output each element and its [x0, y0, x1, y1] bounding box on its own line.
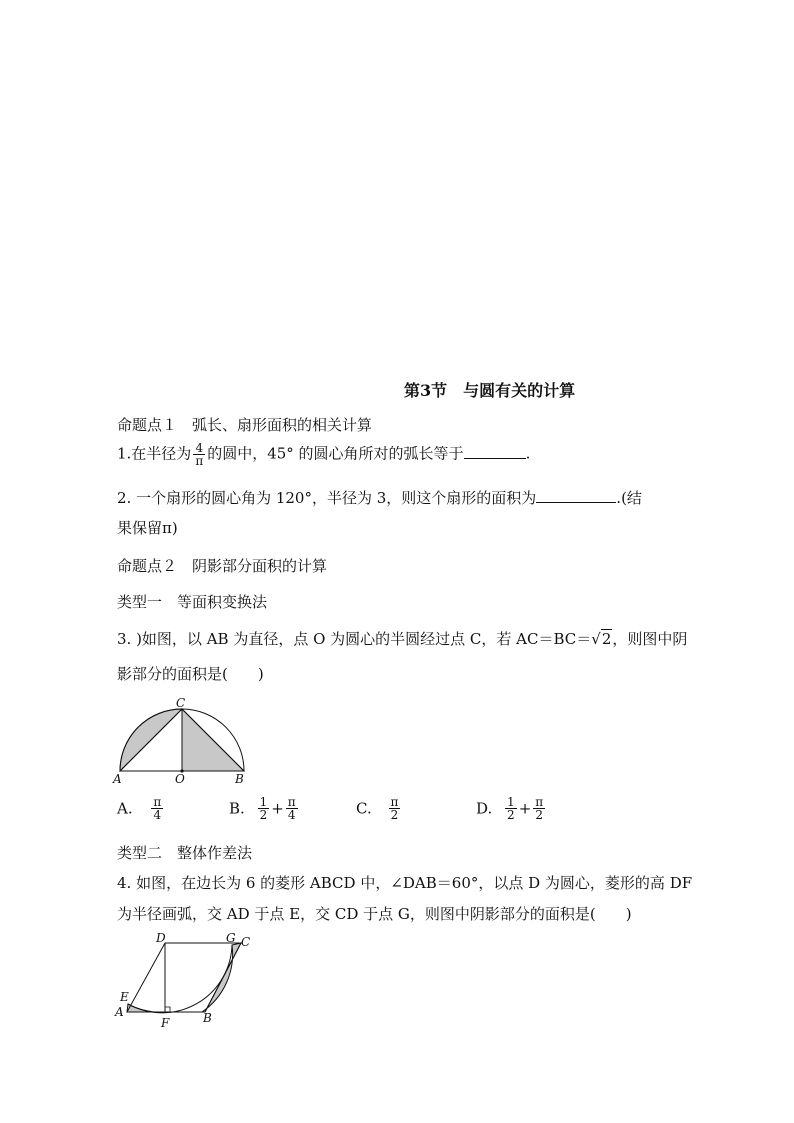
q1-fraction: [193, 442, 205, 467]
q1-suffix: 的圆中，45° 的圆心角所对的弧长等于: [207, 444, 464, 463]
question-4-line1: 4. 如图，在边长为 6 的菱形 ABCD 中，∠DAB＝60°，以点 D 为圆心，菱形的高 DF: [117, 874, 693, 892]
question-3: [117, 628, 687, 649]
question-2-line2: 果保留π): [117, 519, 178, 537]
fig3-label-c: C: [176, 696, 186, 710]
option-a-num: π: [153, 795, 162, 809]
q3-sqrt: √2: [591, 630, 612, 648]
option-d-n2: π: [535, 795, 544, 809]
option-b-frac1: [258, 796, 270, 821]
q2-answer-blank[interactable]: [536, 502, 616, 503]
option-b[interactable]: [229, 796, 300, 821]
option-c[interactable]: [356, 796, 402, 821]
option-d-frac2: [533, 796, 545, 821]
type-heading-2: 类型二 整体作差法: [117, 844, 253, 862]
option-b-op: +: [271, 799, 284, 818]
fig4-label-a: A: [115, 1005, 124, 1019]
option-a[interactable]: [117, 796, 165, 821]
option-d-frac1: [505, 796, 517, 821]
fig4-label-e: E: [120, 990, 129, 1004]
option-d-label: D.: [476, 799, 493, 818]
option-a-den: 4: [153, 808, 162, 822]
section-heading-2: 命题点２ 阴影部分面积的计算: [117, 557, 328, 575]
option-d-d1: 2: [507, 808, 515, 822]
question-4-line2: 为半径画弧，交 AD 于点 E，交 CD 于点 G，则图中阴影部分的面积是( ): [117, 905, 632, 923]
fig3-label-o: O: [175, 772, 185, 786]
q3-prefix: 3. )如图，以 AB 为直径，点 O 为圆心的半圆经过点 C，若 AC＝BC＝: [117, 630, 592, 648]
option-c-den: 2: [390, 808, 399, 822]
option-c-label: C.: [356, 799, 372, 818]
option-d-op: +: [518, 799, 532, 818]
q3-suffix: ，则图中阴: [612, 630, 688, 648]
option-a-frac: [151, 796, 163, 821]
fig4-right-angle-mark: [165, 1007, 170, 1012]
fig4-label-b: B: [203, 1011, 212, 1025]
figure-4-rhombus: [110, 928, 260, 1033]
option-d-d2: 2: [535, 808, 544, 822]
option-b-d2: 4: [287, 808, 296, 822]
option-b-frac2: [286, 796, 298, 821]
option-a-label: A.: [117, 799, 133, 818]
q2-end: .(结: [616, 489, 642, 507]
fig4-label-d: D: [156, 931, 166, 945]
type-heading-1: 类型一 等面积变换法: [117, 593, 268, 611]
option-b-d1: 2: [259, 808, 268, 822]
q1-end: .: [525, 444, 531, 463]
option-c-frac: [389, 796, 401, 821]
option-b-label: B.: [229, 799, 245, 818]
q1-answer-blank[interactable]: [464, 458, 526, 459]
option-b-n2: π: [287, 795, 296, 809]
q1-frac-den: π: [195, 454, 204, 468]
fig4-label-g: G: [226, 931, 236, 945]
section-heading-1: 命题点１ 弧长、扇形面积的相关计算: [117, 416, 373, 434]
option-c-num: π: [390, 795, 399, 809]
figure-3-semicircle: [110, 695, 260, 787]
fig4-arc-eg: [128, 945, 232, 1013]
question-1: [117, 442, 530, 467]
fig4-label-c: C: [241, 935, 251, 949]
q2-text: 2. 一个扇形的圆心角为 120°，半径为 3，则这个扇形的面积为: [117, 489, 537, 507]
fig3-label-b: B: [235, 772, 244, 786]
q1-prefix: 1.在半径为: [117, 444, 192, 463]
option-b-n1: 1: [259, 795, 268, 809]
page-title: 第3节 与圆有关的计算: [404, 381, 576, 400]
q1-frac-num: 4: [193, 442, 205, 455]
option-d[interactable]: [476, 796, 547, 821]
option-d-n1: 1: [507, 795, 515, 809]
question-2: [117, 487, 642, 508]
fig4-label-f: F: [161, 1016, 170, 1030]
q3-sqrt-value: 2: [601, 630, 612, 648]
fig3-label-a: A: [113, 772, 122, 786]
question-3-line2: 影部分的面积是( ): [117, 665, 264, 683]
